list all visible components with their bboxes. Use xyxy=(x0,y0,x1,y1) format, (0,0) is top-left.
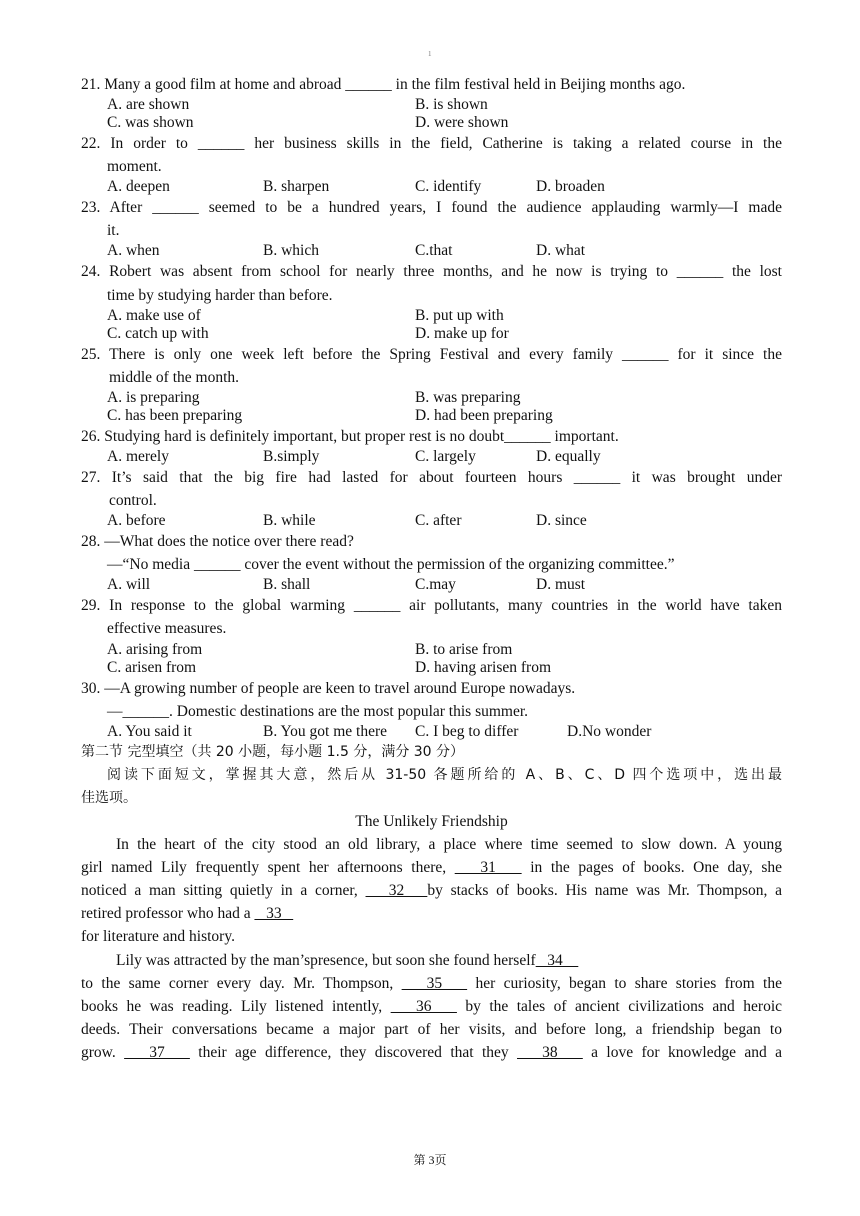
page-marker: 1 xyxy=(428,50,432,58)
q27-option-a: A. before xyxy=(107,512,166,530)
q30-option-b: B. You got me there xyxy=(263,722,387,740)
q25-option-a: A. is preparing xyxy=(107,388,200,406)
q24-options-row2 xyxy=(81,325,782,343)
q22-option-b: B. sharpen xyxy=(263,178,330,196)
exam-content xyxy=(81,73,782,1064)
q29-options-row2 xyxy=(81,659,782,677)
passage-text: by the tales of ancient civilizations and heroic xyxy=(456,997,782,1015)
q23-option-b: B. which xyxy=(263,242,319,260)
q21-option-d: D. were shown xyxy=(415,114,509,132)
q28-option-d: D. must xyxy=(536,576,586,594)
q21-option-c: C. was shown xyxy=(107,114,194,132)
q27-stem: 27. It’s said that the big fire had lasted for about fourteen hours ______ it was brought under xyxy=(81,468,782,486)
q25-option-b: B. was preparing xyxy=(415,388,521,406)
q25-options xyxy=(81,389,782,407)
passage-p1-line3 xyxy=(81,879,782,902)
passage-text: girl named Lily frequently spent her afternoons there, xyxy=(81,859,455,877)
q29-stem: 29. In response to the global warming ______ air pollutants, many countries in the world have taken xyxy=(81,597,782,615)
q23-option-d: D. what xyxy=(536,242,586,260)
page-number: 第 3页 xyxy=(413,1153,447,1167)
blank-33: 33 xyxy=(254,905,294,923)
passage-p2-line4: deeds. Their conversations became a major part of her visits, and before long, a friendship began to xyxy=(81,1020,782,1038)
passage-p2-line1 xyxy=(81,949,782,972)
q27-option-c: C. after xyxy=(415,512,462,530)
passage-text: by stacks of books. His name was Mr. Thompson, a xyxy=(427,882,782,900)
q24-stem-cont: time by studying harder than before. xyxy=(107,286,333,304)
q30-option-c: C. I beg to differ xyxy=(415,722,519,740)
q28-option-c: C.may xyxy=(415,576,456,594)
passage-p1-line4 xyxy=(81,902,782,925)
q27-option-d: D. since xyxy=(536,512,587,530)
blank-37: 37 xyxy=(124,1043,190,1061)
q24-options xyxy=(81,307,782,325)
q25-option-d: D. had been preparing xyxy=(415,406,553,424)
passage-p2-line2 xyxy=(81,972,782,995)
q29-option-d: D. having arisen from xyxy=(415,658,552,676)
q23-stem-cont: it. xyxy=(107,222,120,240)
q24-option-b: B. put up with xyxy=(415,306,504,324)
q25-options-row2 xyxy=(81,407,782,425)
q24-option-d: D. make up for xyxy=(415,324,509,342)
section-instructions-cont: 佳选项。 xyxy=(81,789,137,806)
q21-stem: 21. Many a good film at home and abroad ______ in the film festival held in Beijing months ago. xyxy=(81,76,686,93)
q30-option-a: A. You said it xyxy=(107,722,192,740)
q24-stem: 24. Robert was absent from school for nearly three months, and he now is trying to ______ the lost xyxy=(81,263,782,281)
q25-stem-cont: middle of the month. xyxy=(109,368,240,386)
q28-options xyxy=(81,576,782,594)
passage-p2-line3 xyxy=(81,995,782,1018)
section-heading: 第二节 完型填空（共 20 小题，每小题 1.5 分，满分 30 分） xyxy=(81,743,465,760)
passage-text: to the same corner every day. Mr. Thompson, xyxy=(81,974,402,992)
passage-text: her curiosity, began to share stories from the xyxy=(467,974,782,992)
passage-p1-line1: In the heart of the city stood an old library, a place where time seemed to slow down. A young xyxy=(116,836,782,854)
passage-text: grow. xyxy=(81,1043,125,1061)
passage-title: The Unlikely Friendship xyxy=(355,812,508,830)
blank-35: 35 xyxy=(401,974,468,992)
q30-stem-cont: —______. Domestic destinations are the most popular this summer. xyxy=(107,702,529,720)
q28-stem: 28. —What does the notice over there read? xyxy=(81,533,354,551)
q23-options xyxy=(81,242,782,260)
q29-options xyxy=(81,641,782,659)
q21-options-row2 xyxy=(81,114,782,132)
q27-options xyxy=(81,512,782,530)
passage-text: noticed a man sitting quietly in a corner, xyxy=(81,882,366,900)
passage-p1-line2 xyxy=(81,856,782,879)
q24-option-c: C. catch up with xyxy=(107,324,209,342)
q23-option-a: A. when xyxy=(107,242,160,260)
q26-options xyxy=(81,448,782,466)
q22-option-c: C. identify xyxy=(415,178,482,196)
q26-option-b: B.simply xyxy=(263,447,320,465)
passage-text: Lily was attracted by the man’spresence, but soon she found herself xyxy=(116,951,536,969)
q29-option-a: A. arising from xyxy=(107,640,203,658)
q21-option-b: B. is shown xyxy=(415,96,488,114)
q22-option-a: A. deepen xyxy=(107,178,170,196)
passage-text: their age difference, they discovered that they xyxy=(189,1043,518,1061)
passage-text: books he was reading. Lily listened intently, xyxy=(81,997,391,1015)
q28-option-b: B. shall xyxy=(263,576,311,594)
q26-option-c: C. largely xyxy=(415,447,476,465)
passage-text: retired professor who had a xyxy=(81,905,255,923)
q30-option-d: D.No wonder xyxy=(567,722,652,740)
q22-options xyxy=(81,178,782,196)
q27-stem-cont: control. xyxy=(109,492,157,510)
q29-option-c: C. arisen from xyxy=(107,658,197,676)
q30-options xyxy=(81,723,782,741)
passage-p1-line5: for literature and history. xyxy=(81,928,235,946)
blank-38: 38 xyxy=(517,1043,583,1061)
q21-options xyxy=(81,96,782,114)
q24-option-a: A. make use of xyxy=(107,306,201,324)
q23-stem: 23. After ______ seemed to be a hundred years, I found the audience applauding warmly—I made xyxy=(81,199,782,217)
q21-option-a: A. are shown xyxy=(107,96,190,114)
blank-34: 34 xyxy=(535,951,579,969)
q22-stem-cont: moment. xyxy=(107,158,162,176)
passage-text: a love for knowledge and a xyxy=(582,1043,782,1061)
q26-option-a: A. merely xyxy=(107,447,169,465)
passage-text: in the pages of books. One day, she xyxy=(521,859,783,877)
q29-option-b: B. to arise from xyxy=(415,640,513,658)
q25-stem: 25. There is only one week left before the Spring Festival and every family ______ for it since the xyxy=(81,345,782,363)
q29-stem-cont: effective measures. xyxy=(107,620,227,638)
q28-option-a: A. will xyxy=(107,576,151,594)
q22-stem: 22. In order to ______ her business skills in the field, Catherine is taking a related course in the xyxy=(81,135,782,153)
q25-option-c: C. has been preparing xyxy=(107,406,243,424)
blank-36: 36 xyxy=(390,997,457,1015)
section-instructions: 阅读下面短文，掌握其大意，然后从 31-50 各题所给的 A、B、C、D 四个选项中，选出最 xyxy=(107,766,782,783)
q22-option-d: D. broaden xyxy=(536,178,605,196)
q26-stem: 26. Studying hard is definitely important, but proper rest is no doubt______ important. xyxy=(81,427,619,445)
q28-stem-cont: —“No media ______ cover the event without the permission of the organizing committee.” xyxy=(107,556,675,574)
q23-option-c: C.that xyxy=(415,242,453,260)
q26-option-d: D. equally xyxy=(536,447,601,465)
blank-31: 31 xyxy=(454,859,522,877)
blank-32: 32 xyxy=(365,882,428,900)
passage-p2-line5 xyxy=(81,1041,782,1064)
q30-stem: 30. —A growing number of people are keen to travel around Europe nowadays. xyxy=(81,679,576,697)
q27-option-b: B. while xyxy=(263,512,316,530)
